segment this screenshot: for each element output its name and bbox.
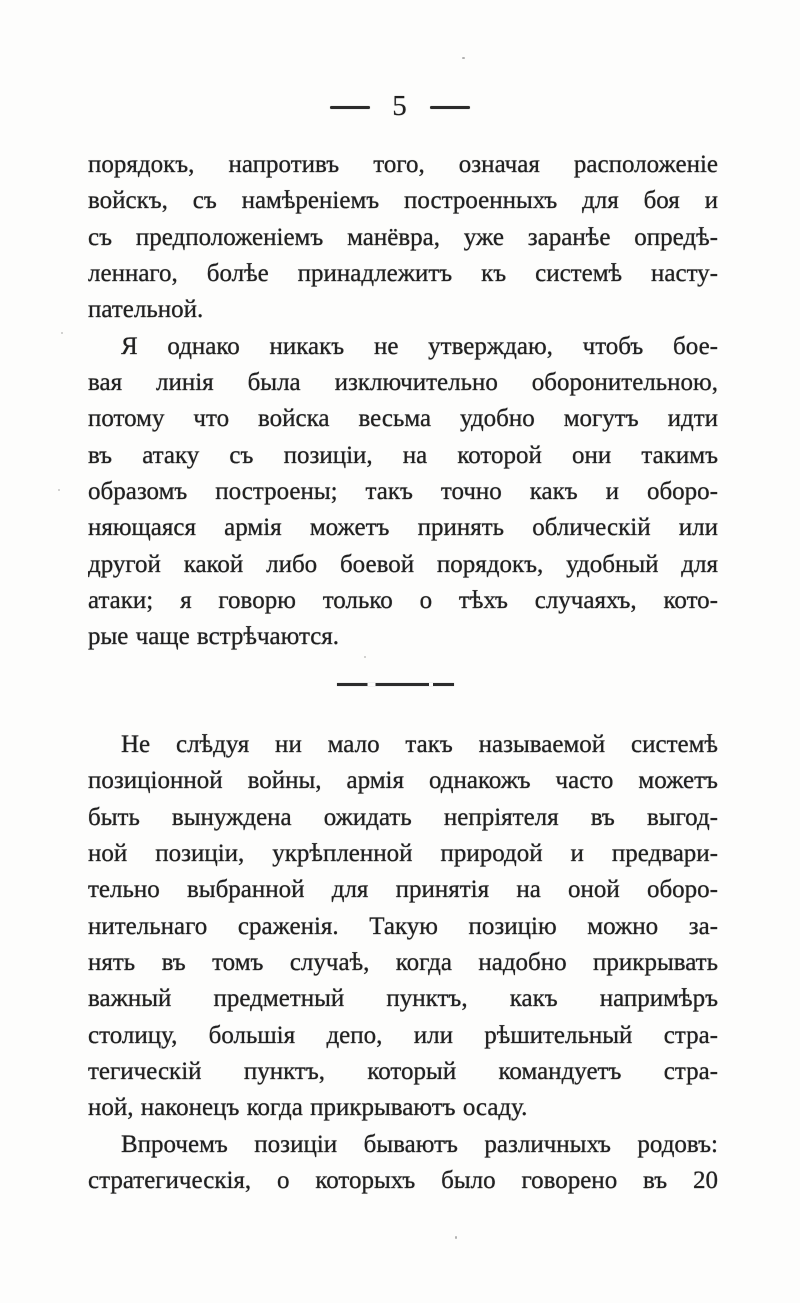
text-line: вая линія была изключительно оборонительною, xyxy=(88,368,718,396)
text-line: ной, наконецъ когда прикрываютъ осаду. xyxy=(88,1094,528,1122)
text-line: столицу, большія депо, или рѣшительный стра- xyxy=(88,1021,718,1049)
text-line: важный предметный пунктъ, какъ напримѣръ xyxy=(88,985,718,1013)
scan-speck xyxy=(58,489,60,491)
text-line: порядокъ, напротивъ того, означая расположеніе xyxy=(88,151,718,178)
paragraph-3 xyxy=(88,727,718,1127)
text-section-2 xyxy=(88,727,718,1199)
text-line: войскъ, съ намѣреніемъ построенныхъ для боя и xyxy=(88,187,718,215)
text-line: стратегическія, о которыхъ было говорено въ 20 xyxy=(88,1166,718,1194)
page-header xyxy=(0,88,800,124)
text-line: нительнаго сраженія. Такую позицію можно за- xyxy=(88,912,718,940)
text-line: тельно выбранной для принятія на оной оборо- xyxy=(88,876,718,904)
header-rule-left xyxy=(330,106,370,110)
text-line: другой какой либо боевой порядокъ, удобный для xyxy=(88,550,718,578)
text-line: въ атаку съ позиціи, на которой они такимъ xyxy=(88,441,718,469)
paragraph-2 xyxy=(88,329,718,656)
paragraph-4 xyxy=(88,1127,718,1200)
text-line: няющаяся армія можетъ принять облическій или xyxy=(88,514,718,542)
page-number: 5 xyxy=(392,90,408,122)
text-line: Впрочемъ позиціи бываютъ различныхъ родовъ: xyxy=(121,1130,718,1158)
scan-speck xyxy=(462,57,465,59)
text-line: съ предположеніемъ манёвра, уже заранѣе опредѣ- xyxy=(88,223,718,251)
paragraph-1 xyxy=(88,147,718,329)
text-line: ной позиціи, укрѣпленной природой и предвари- xyxy=(88,839,718,867)
scan-speck xyxy=(61,332,63,334)
text-line: Я однако никакъ не утверждаю, чтобъ бое- xyxy=(121,332,718,360)
section-divider xyxy=(337,683,454,686)
text-section-1 xyxy=(88,147,718,656)
header-rule-right xyxy=(430,106,470,110)
scan-speck xyxy=(364,656,366,658)
text-line: Не слѣдуя ни мало такъ называемой системѣ xyxy=(121,731,718,758)
text-line: рые чаще встрѣчаются. xyxy=(88,623,340,651)
text-line: тегическій пунктъ, который командуетъ стра- xyxy=(88,1057,718,1085)
text-line: атаки; я говорю только о тѣхъ случаяхъ, кото- xyxy=(88,586,718,614)
text-line: пательной. xyxy=(88,296,204,324)
text-line: потому что войска весьма удобно могутъ идти xyxy=(88,405,718,433)
scan-speck xyxy=(455,1236,457,1239)
text-line: позиціонной войны, армія однакожъ часто можетъ xyxy=(88,767,718,795)
text-line: леннаго, болѣе принадлежитъ къ системѣ насту- xyxy=(88,259,718,287)
text-line: образомъ построены; такъ точно какъ и оборо- xyxy=(88,477,718,505)
text-line: быть вынуждена ожидать непріятеля въ выгод- xyxy=(88,803,718,831)
text-line: нять въ томъ случаѣ, когда надобно прикрывать xyxy=(88,948,718,976)
